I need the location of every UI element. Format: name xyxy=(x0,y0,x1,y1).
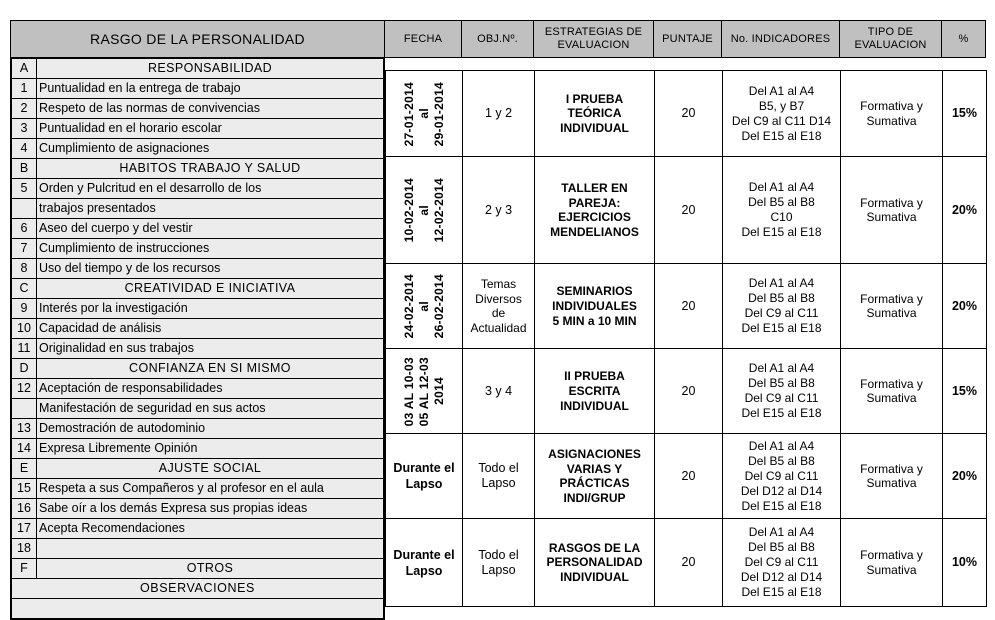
trait-index: 10 xyxy=(12,319,37,339)
block-estrategia: TALLER EN PAREJA: EJERCICIOS MENDELIANOS xyxy=(535,157,655,264)
trait-label: Originalidad en sus trabajos xyxy=(37,339,384,359)
block-porcentaje: 15% xyxy=(943,71,987,157)
trait-row xyxy=(12,259,384,279)
header-porcentaje: % xyxy=(942,21,986,58)
evaluation-block-row xyxy=(386,434,987,519)
evaluation-block-row xyxy=(386,349,987,434)
block-objetivo: 1 y 2 xyxy=(463,71,535,157)
block-fecha xyxy=(386,519,463,607)
trait-index: 3 xyxy=(12,119,37,139)
trait-row xyxy=(12,239,384,259)
trait-index: 14 xyxy=(12,439,37,459)
trait-row xyxy=(12,119,384,139)
trait-index xyxy=(12,399,37,419)
trait-label: Aseo del cuerpo y del vestir xyxy=(37,219,384,239)
trait-row xyxy=(12,339,384,359)
trait-index: 15 xyxy=(12,479,37,499)
block-puntaje: 20 xyxy=(655,434,723,519)
block-fecha xyxy=(386,349,463,434)
trait-row xyxy=(12,419,384,439)
block-porcentaje: 20% xyxy=(943,434,987,519)
evaluation-block-row xyxy=(386,157,987,264)
fecha-line: 27-01-2014 xyxy=(402,81,416,146)
header-estrategias xyxy=(534,21,654,58)
block-indicadores: Del A1 al A4 Del B5 al B8 Del C9 al C11 Del D12 al D14 Del E15 al E18 xyxy=(723,519,841,607)
block-indicadores: Del A1 al A4 B5, y B7 Del C9 al C11 D14 Del E15 al E18 xyxy=(723,71,841,157)
trait-row xyxy=(12,319,384,339)
trait-category-label: RESPONSABILIDAD xyxy=(37,59,384,79)
trait-label: Acepta Recomendaciones xyxy=(37,519,384,539)
fecha-line: 2014 xyxy=(432,377,446,406)
block-indicadores: Del A1 al A4 Del B5 al B8 Del C9 al C11 Del D12 al D14 Del E15 al E18 xyxy=(723,434,841,519)
block-tipo-evaluacion: Formativa y Sumativa xyxy=(841,264,943,349)
trait-label: Respeto de las normas de convivencias xyxy=(37,99,384,119)
header-puntaje: PUNTAJE xyxy=(654,21,722,58)
table-body-row xyxy=(11,58,986,620)
trait-label: Interés por la investigación xyxy=(37,299,384,319)
block-fecha xyxy=(386,71,463,157)
trait-row xyxy=(12,139,384,159)
trait-index: B xyxy=(12,159,37,179)
evaluation-block-row xyxy=(386,264,987,349)
evaluation-table xyxy=(10,20,986,620)
block-objetivo: 3 y 4 xyxy=(463,349,535,434)
trait-row xyxy=(12,459,384,479)
fecha-line: 05 AL 12-03 xyxy=(417,356,431,426)
block-indicadores: Del A1 al A4 Del B5 al B8 Del C9 al C11 Del E15 al E18 xyxy=(723,264,841,349)
trait-row xyxy=(12,479,384,499)
block-tipo-evaluacion: Formativa y Sumativa xyxy=(841,434,943,519)
trait-row xyxy=(12,359,384,379)
header-tipo-evaluacion xyxy=(840,21,942,58)
trait-label: Puntualidad en la entrega de trabajo xyxy=(37,79,384,99)
trait-index: F xyxy=(12,559,37,579)
trait-category-label: AJUSTE SOCIAL xyxy=(37,459,384,479)
block-estrategia: ASIGNACIONES VARIAS Y PRÁCTICAS INDI/GRUP xyxy=(535,434,655,519)
trait-index: 2 xyxy=(12,99,37,119)
trait-index: 1 xyxy=(12,79,37,99)
trait-row xyxy=(12,559,384,579)
trait-row xyxy=(12,299,384,319)
trait-category-label: HABITOS TRABAJO Y SALUD xyxy=(37,159,384,179)
block-puntaje: 20 xyxy=(655,71,723,157)
trait-index: E xyxy=(12,459,37,479)
block-puntaje: 20 xyxy=(655,264,723,349)
block-estrategia: I PRUEBA TEÓRICA INDIVIDUAL xyxy=(535,71,655,157)
block-porcentaje: 20% xyxy=(943,157,987,264)
block-indicadores: Del A1 al A4 Del B5 al B8 Del C9 al C11 Del E15 al E18 xyxy=(723,349,841,434)
evaluation-blocks-table xyxy=(385,70,987,607)
trait-row xyxy=(12,519,384,539)
trait-index: 5 xyxy=(12,179,37,199)
trait-row xyxy=(12,539,384,559)
block-fecha xyxy=(386,157,463,264)
trait-row xyxy=(12,59,384,79)
trait-label: trabajos presentados xyxy=(37,199,384,219)
observations-label: OBSERVACIONES xyxy=(12,579,384,599)
trait-row xyxy=(12,579,384,599)
trait-row xyxy=(12,439,384,459)
trait-label: Uso del tiempo y de los recursos xyxy=(37,259,384,279)
header-tipo-line1: TIPO DE xyxy=(867,26,914,39)
block-estrategia: II PRUEBA ESCRITA INDIVIDUAL xyxy=(535,349,655,434)
trait-label: Respeta a sus Compañeros y al profesor en el aula xyxy=(37,479,384,499)
trait-index: 6 xyxy=(12,219,37,239)
fecha-line: Durante el Lapso xyxy=(393,547,455,578)
block-puntaje: 20 xyxy=(655,349,723,434)
fecha-line: al xyxy=(417,300,431,312)
block-estrategia: SEMINARIOS INDIVIDUALES 5 MIN a 10 MIN xyxy=(535,264,655,349)
trait-index: D xyxy=(12,359,37,379)
fecha-line: 29-01-2014 xyxy=(432,81,446,146)
trait-index: 13 xyxy=(12,419,37,439)
trait-label: Orden y Pulcritud en el desarrollo de los xyxy=(37,179,384,199)
trait-row xyxy=(12,219,384,239)
trait-label: Demostración de autodominio xyxy=(37,419,384,439)
block-porcentaje: 20% xyxy=(943,264,987,349)
trait-row xyxy=(12,499,384,519)
trait-row xyxy=(12,159,384,179)
trait-label xyxy=(37,539,384,559)
trait-row xyxy=(12,399,384,419)
trait-row xyxy=(12,379,384,399)
trait-label: Expresa Libremente Opinión xyxy=(37,439,384,459)
trait-index: 16 xyxy=(12,499,37,519)
block-objetivo: Todo el Lapso xyxy=(463,519,535,607)
block-objetivo: Todo el Lapso xyxy=(463,434,535,519)
trait-label: Cumplimiento de instrucciones xyxy=(37,239,384,259)
header-fecha: FECHA xyxy=(385,21,462,58)
trait-index: A xyxy=(12,59,37,79)
trait-index: 17 xyxy=(12,519,37,539)
block-porcentaje: 15% xyxy=(943,349,987,434)
header-objetivo: OBJ.Nº. xyxy=(462,21,534,58)
personality-traits-table xyxy=(11,58,384,619)
evaluation-plan-sheet xyxy=(10,20,985,620)
trait-label: Capacidad de análisis xyxy=(37,319,384,339)
trait-index: 18 xyxy=(12,539,37,559)
block-tipo-evaluacion: Formativa y Sumativa xyxy=(841,157,943,264)
observations-writing-area[interactable] xyxy=(12,599,384,619)
trait-index: 12 xyxy=(12,379,37,399)
trait-index: 7 xyxy=(12,239,37,259)
evaluation-block-row xyxy=(386,71,987,157)
block-fecha xyxy=(386,264,463,349)
trait-label: Manifestación de seguridad en sus actos xyxy=(37,399,384,419)
header-indicadores: No. INDICADORES xyxy=(722,21,840,58)
block-tipo-evaluacion: Formativa y Sumativa xyxy=(841,349,943,434)
block-tipo-evaluacion: Formativa y Sumativa xyxy=(841,519,943,607)
trait-row xyxy=(12,99,384,119)
block-indicadores: Del A1 al A4 Del B5 al B8 C10 Del E15 al E18 xyxy=(723,157,841,264)
trait-index: 9 xyxy=(12,299,37,319)
trait-label: Puntualidad en el horario escolar xyxy=(37,119,384,139)
block-fecha xyxy=(386,434,463,519)
trait-index xyxy=(12,199,37,219)
header-estrategias-line2: EVALUACION xyxy=(557,39,630,51)
block-puntaje: 20 xyxy=(655,519,723,607)
trait-row xyxy=(12,79,384,99)
trait-label: Sabe oír a los demás Expresa sus propias ideas xyxy=(37,499,384,519)
fecha-line: 12-02-2014 xyxy=(432,178,446,243)
block-objetivo: Temas Diversos de Actualidad xyxy=(463,264,535,349)
fecha-line: Durante el Lapso xyxy=(393,461,455,492)
block-estrategia: RASGOS DE LA PERSONALIDAD INDIVIDUAL xyxy=(535,519,655,607)
trait-label: Cumplimiento de asignaciones xyxy=(37,139,384,159)
block-objetivo: 2 y 3 xyxy=(463,157,535,264)
block-tipo-evaluacion: Formativa y Sumativa xyxy=(841,71,943,157)
personality-traits-cell xyxy=(11,58,385,620)
header-rasgo: RASGO DE LA PERSONALIDAD xyxy=(11,21,385,58)
evaluation-blocks-cell xyxy=(385,58,986,620)
fecha-line: al xyxy=(417,204,431,216)
header-tipo-line2: EVALUACION xyxy=(854,39,927,51)
trait-row xyxy=(12,179,384,199)
trait-index: 8 xyxy=(12,259,37,279)
trait-category-label: OTROS xyxy=(37,559,384,579)
trait-label: Aceptación de responsabilidades xyxy=(37,379,384,399)
trait-row xyxy=(12,199,384,219)
fecha-line: 10-02-2014 xyxy=(402,178,416,243)
trait-index: 4 xyxy=(12,139,37,159)
block-puntaje: 20 xyxy=(655,157,723,264)
table-header-row xyxy=(11,21,986,58)
trait-row xyxy=(12,279,384,299)
trait-index: 11 xyxy=(12,339,37,359)
fecha-line: 26-02-2014 xyxy=(432,274,446,339)
fecha-line: 03 AL 10-03 xyxy=(402,356,416,426)
fecha-line: 24-02-2014 xyxy=(402,274,416,339)
fecha-line: al xyxy=(417,108,431,120)
header-estrategias-line1: ESTRATEGIAS DE xyxy=(544,26,643,39)
block-porcentaje: 10% xyxy=(943,519,987,607)
trait-row xyxy=(12,599,384,619)
trait-index: C xyxy=(12,279,37,299)
trait-category-label: CONFIANZA EN SI MISMO xyxy=(37,359,384,379)
trait-category-label: CREATIVIDAD E INICIATIVA xyxy=(37,279,384,299)
evaluation-block-row xyxy=(386,519,987,607)
